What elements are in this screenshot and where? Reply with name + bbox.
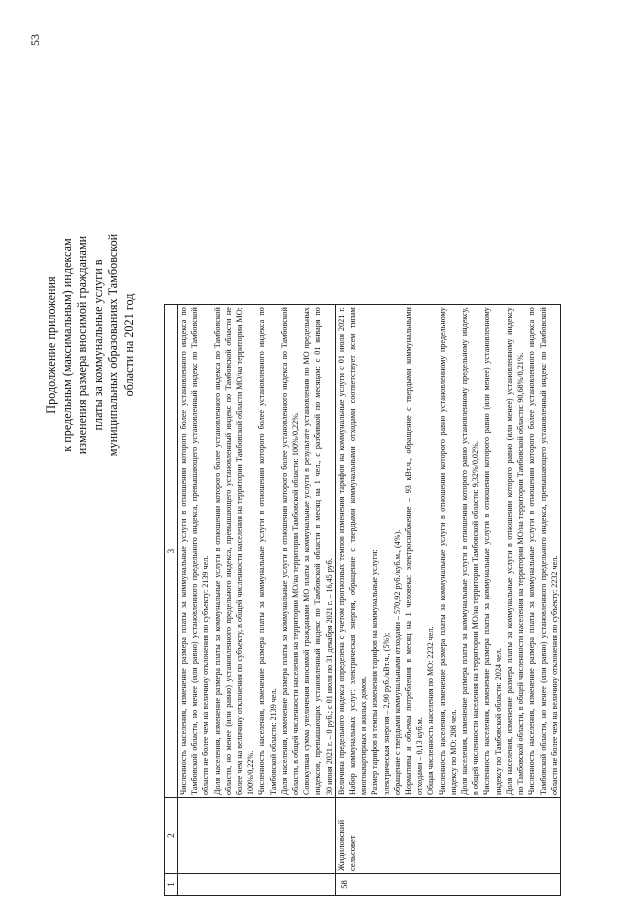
text-line: Доля населения, изменение размера платы за коммунальные услуги в отношении которого более установленного индекса по Тамбовской: [212, 307, 222, 795]
description-cell: [178, 305, 336, 798]
text-line: Численность населения, изменение размера платы за коммунальные услуги в отношении которого равно установленному предельному: [437, 307, 447, 795]
table-row-58: [335, 305, 560, 896]
text-line: Численность населения, изменение размера платы за коммунальные услуги в отношении которого более установленного индекса по: [527, 307, 537, 795]
text-line: Численность населения, изменение размера платы за коммунальные услуги в отношении которого более установленного индекса по: [179, 307, 188, 795]
text-line: обращение с твердыми коммунальными отходами – 570,92 руб./куб.м., (4%).: [392, 529, 402, 795]
text-line: Тамбовской области, но менее (или равно) установленного предельного индекса, превышающего установленный индекс по Тамбовской: [190, 307, 200, 795]
text-line: Численность населения, изменение размера платы за коммунальные услуги в отношении которого более установленного индекса по: [257, 307, 267, 795]
text-line: Размер тарифов и темпы изменения тарифов на коммунальные услуги:: [370, 549, 380, 795]
municipality-cell: [178, 798, 336, 874]
text-line: 100%/0,22%.: [246, 750, 256, 795]
heading-line: к предельным (максимальным) индексам: [59, 238, 74, 452]
text-line: индексу по МО: 208 чел.: [448, 709, 458, 795]
row-number-cell: [178, 874, 336, 896]
column-header-2: 2: [165, 798, 178, 874]
text-line: Набор коммунальных услуг: электрическая энергия, обращение с твердыми коммунальными отходами соответствует всем типам: [348, 307, 358, 795]
text-line: 30 июня 2021 г. – 0 руб.; с 01 июля по 31 декабря 2021 г. – 16,45 руб.: [324, 558, 334, 795]
heading-line: области на 2021 год: [121, 293, 136, 397]
heading-line: Продолжение приложения: [44, 276, 58, 414]
text-line: Совокупная сумма увеличения вносимой гражданами МО платы за коммунальные услуги в результате установления по МО предельных: [302, 307, 312, 795]
text-line: в общей численности населения на территории МО/на территории Тамбовской области: 9,32%/0,02%.: [471, 441, 481, 795]
text-line: Величина предельного индекса определена с учетом прогнозных темпов изменения тарифов на коммунальные услуги с 01 июля 2021 г.: [336, 307, 346, 795]
municipality-name-line: сельсовет: [346, 835, 357, 871]
column-header-3: 3: [165, 305, 178, 798]
appendix-heading: [44, 105, 138, 585]
text-line: области, в общей численности населения на территории МО/на территории Тамбовской области: 100%/0,22%.: [291, 411, 301, 795]
text-line: многоквартирных и жилых домов.: [359, 676, 369, 795]
table-header-row: [165, 305, 178, 896]
text-line: области не более чем на величину отклонения по субъекту: 2139 чел.: [201, 555, 211, 795]
text-line: области, но менее (или равно) установленного предельного индекса, превышающего установленный индекс по Тамбовской области не: [223, 307, 233, 795]
text-line: отходами – 0,13 куб.м.: [415, 717, 425, 795]
text-line: Общая численность населения по МО: 2232 чел.: [426, 626, 436, 795]
heading-line: платы за коммунальные услуги в: [90, 259, 105, 431]
text-line: Доля населения, изменение размера платы за коммунальные услуги в отношении которого равно (или менее) установленному индексу: [504, 307, 514, 795]
text-line: индексов, превышающих установленный индекс по Тамбовской области в месяц на 1 чел., с разбивкой по месяцам: с 01 января по: [313, 307, 323, 795]
page-number: 53: [28, 34, 42, 46]
heading-line: муниципальных образованиях Тамбовской: [106, 233, 121, 457]
text-line: Доля населения, изменение размера платы за коммунальные услуги в отношении которого равно установленному предельному индексу,: [460, 307, 470, 795]
municipality-cell: [335, 798, 560, 874]
row-number-cell: 58: [335, 874, 560, 896]
text-line: Тамбовской области, но менее (или равно) установленного предельного индекса, превышающего установленный индекс по Тамбовской: [538, 307, 548, 795]
text-line: Нормативы и объемы потребления в месяц на 1 человека: электроснабжение – 93 кВт.ч., обращение с твердыми коммунальными: [404, 307, 414, 795]
text-line: более чем на величину отклонения по субъекту, в общей численности населения на территории Тамбовской области МО/на территории МО:: [235, 307, 245, 795]
column-header-1: 1: [165, 874, 178, 896]
municipality-name-line: Жидиловский: [335, 819, 346, 871]
description-cell: [335, 305, 560, 798]
table-row-continued: [178, 305, 336, 896]
index-table: [164, 304, 561, 896]
text-line: электрическая энергия – 2,90 руб./кВт.ч., (5%);: [381, 632, 391, 795]
text-line: индексу по Тамбовской области: 2024 чел.: [493, 648, 503, 795]
text-line: Тамбовской области: 2139 чел.: [268, 688, 278, 795]
heading-line: изменения размера вносимой гражданами: [75, 235, 90, 455]
text-line: Численность населения, изменение размера платы за коммунальные услуги в отношении которого равно (или менее) установленному: [482, 307, 492, 795]
text-line: области не более чем на величину отклонения по субъекту: 2232 чел.: [549, 555, 559, 795]
text-line: по Тамбовской области, в общей численности населения на территории МО/на территории Тамбовской области: 90,68%/0,21%.: [516, 352, 526, 795]
text-line: Доля населения, изменение размера платы за коммунальные услуги в отношении которого более установленного индекса по Тамбовской: [279, 307, 289, 795]
